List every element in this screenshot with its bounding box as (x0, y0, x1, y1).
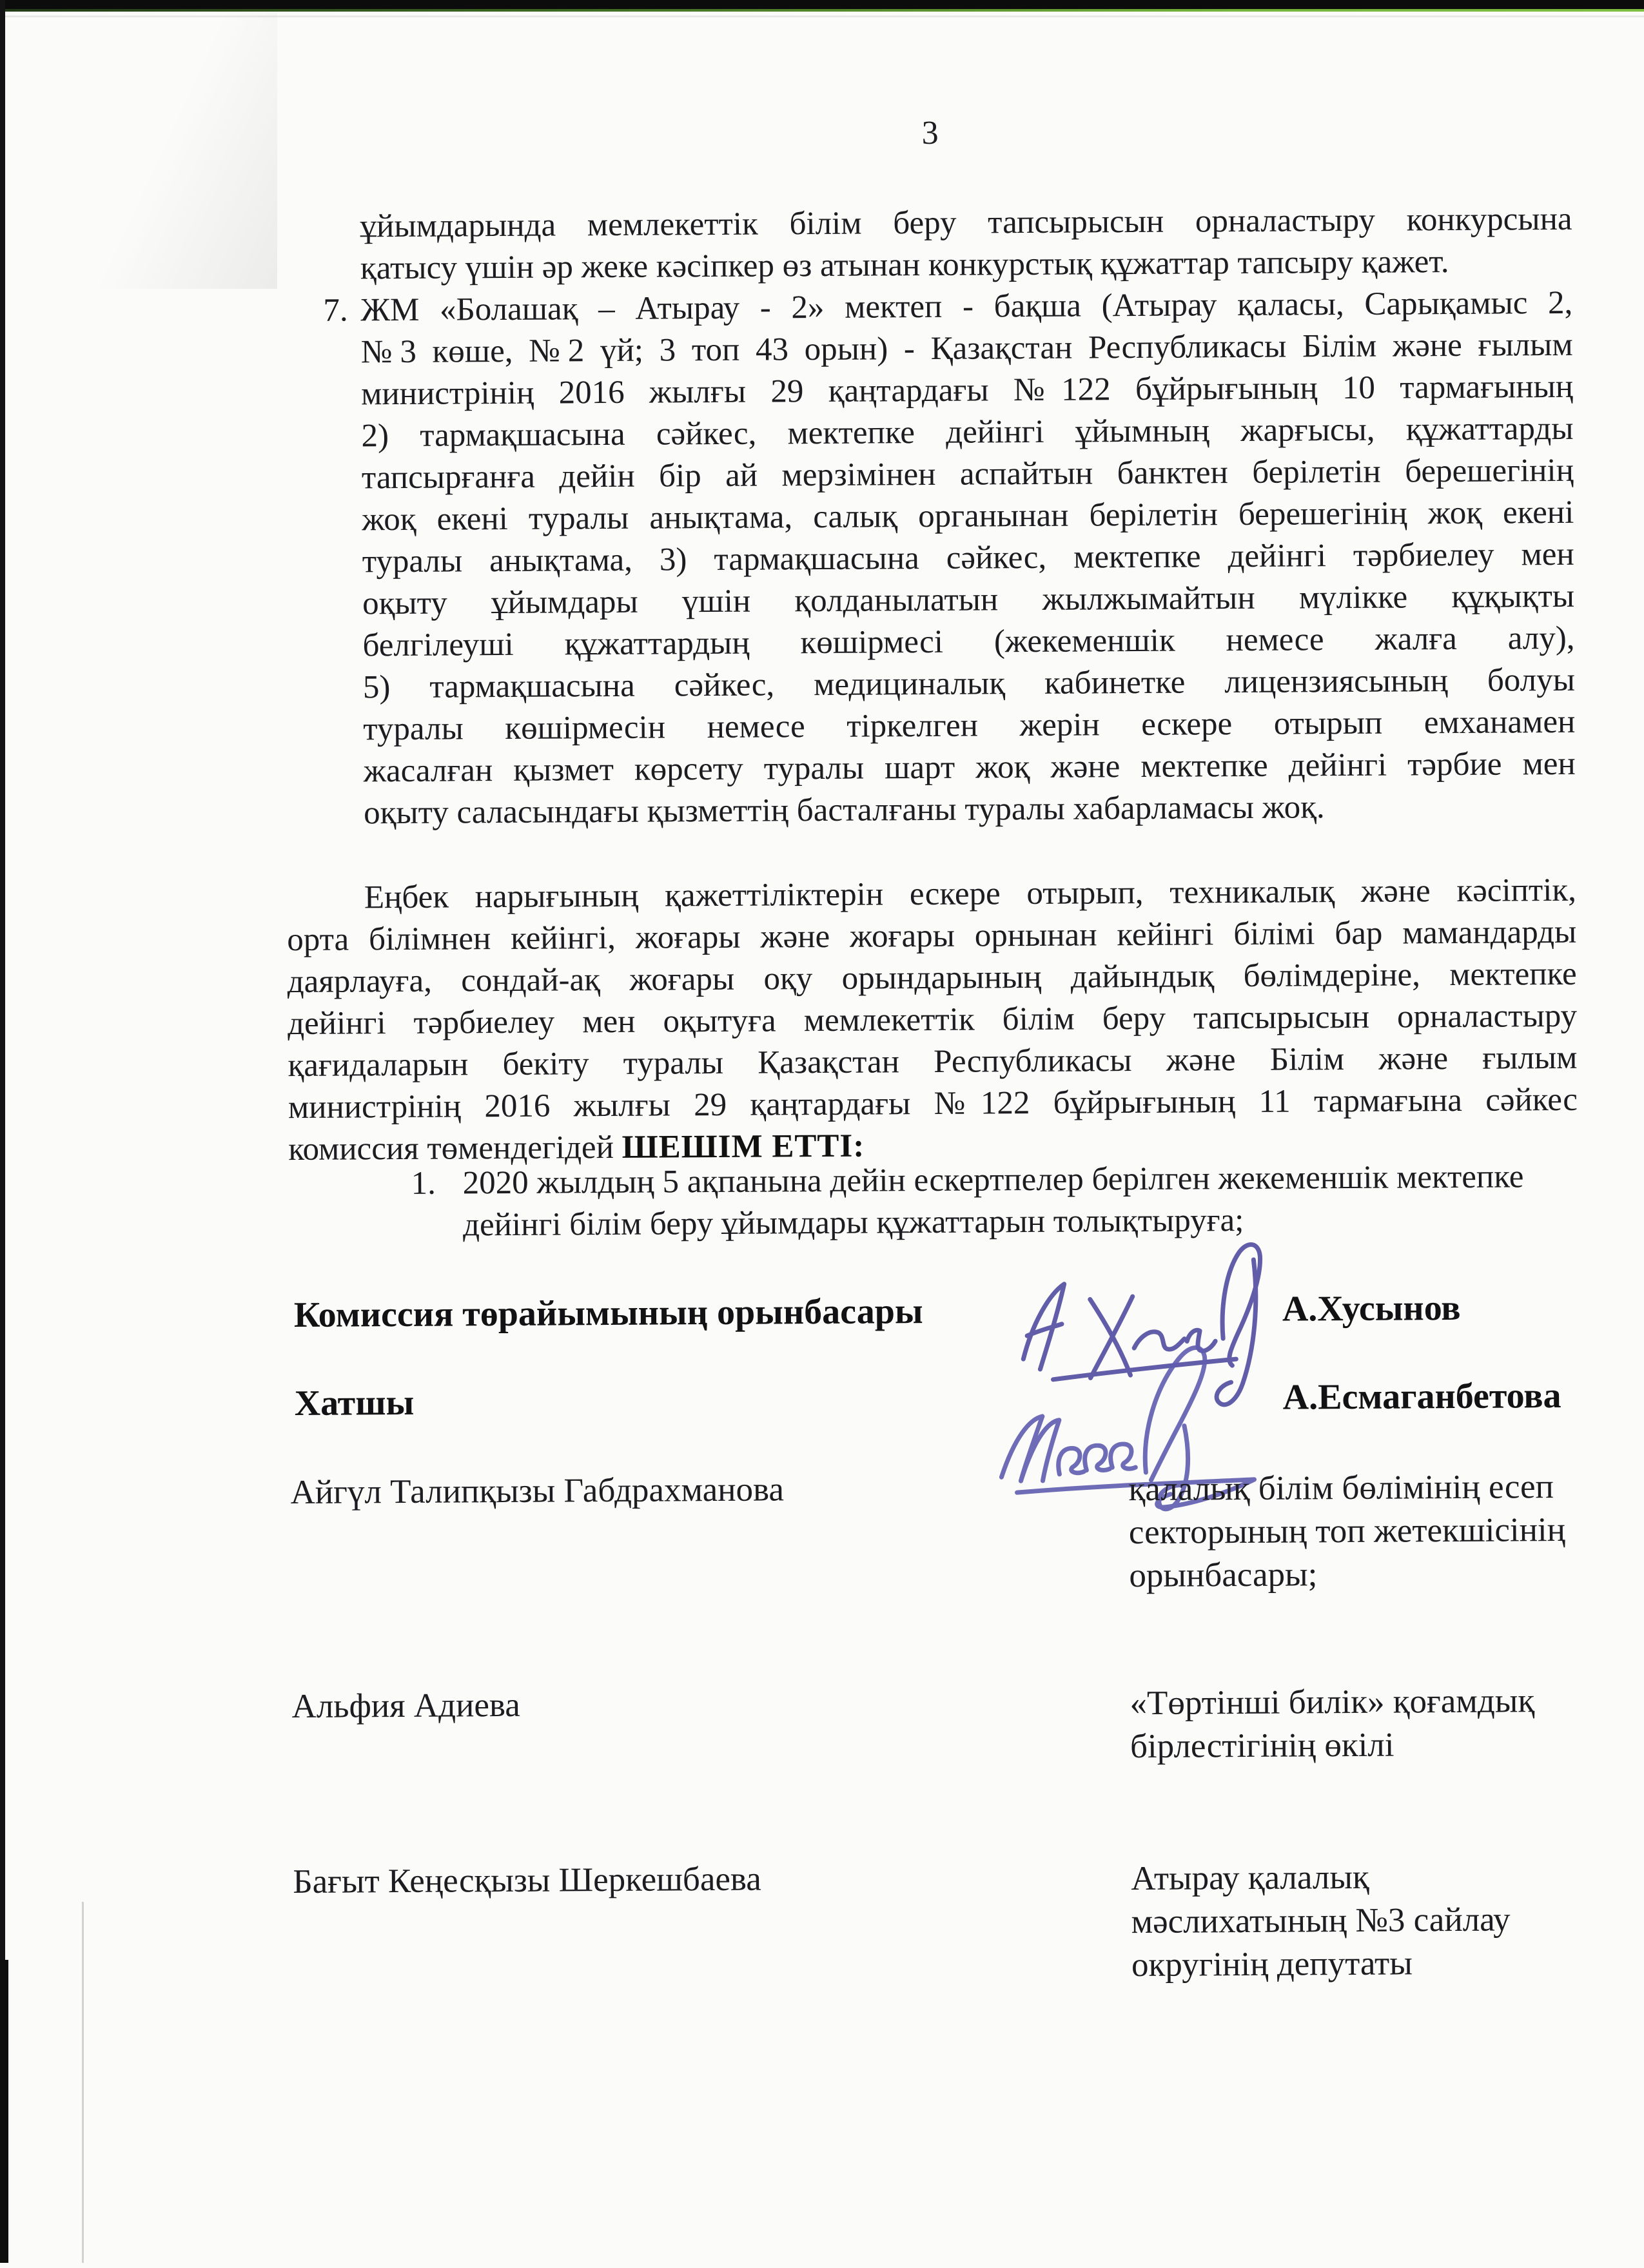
paragraph-lines (360, 282, 1576, 792)
paragraph-line: министрінің 2016 жылғы 29 қаңтардағы №122 бұйрығының 11 тармағына сәйкес (288, 1081, 1578, 1126)
paragraph-line: 2) тармақшасына сәйкес, мектепке дейінгі ұйымның жарғысы, құжаттарды (361, 410, 1574, 455)
paragraph-line: жасалған қызмет көрсету туралы шарт жоқ және мектепке дейінгі тәрбие мен (363, 745, 1576, 790)
paragraph-line: секторының топ жетекшісінің (1128, 1510, 1566, 1552)
paragraph-line: «Төртінші билік» қоғамдық (1130, 1682, 1535, 1723)
paragraph-line: ұйымдарында мемлекеттік білім беру тапсырысын орналастыру конкурсына (360, 200, 1572, 245)
paragraph-line: туралы көшірмесін немесе тіркелген жерін ескере отырып емханамен (363, 703, 1576, 748)
list-number: 7. (323, 292, 348, 329)
paragraph-line: Еңбек нарығының қажеттіліктерін ескере отырып, техникалық және кәсіптік, (364, 872, 1577, 916)
signatory-role-secretary: Хатшы (294, 1382, 415, 1424)
member-name: Бағыт Кеңесқызы Шеркешбаева (293, 1860, 761, 1901)
paragraph-line: оқыту саласындағы қызметтің басталғаны туралы хабарламасы жоқ. (363, 789, 1325, 832)
paragraph-line: Атырау қалалық (1131, 1858, 1369, 1898)
paragraph-item6-continuation (360, 199, 1572, 289)
paragraph-line: оқыту ұйымдары үшін қолданылатын жылжымайтын мүлікке құқықты (362, 578, 1575, 622)
paragraph-lines (287, 912, 1578, 1129)
paragraph-line: ЖМ «Болашақ – Атырау - 2» мектеп - бақша (Атырау қаласы, Сарықамыс 2, (360, 284, 1573, 329)
paragraph-line: бірлестігінің өкілі (1130, 1726, 1394, 1766)
paragraph-line: министрінің 2016 жылғы 29 қаңтардағы №122 бұйрығының 10 тармағының (360, 368, 1574, 413)
paragraph-line: туралы анықтама, 3) тармақшасына сәйкес, мектепке дейінгі тәрбиелеу мен (362, 536, 1574, 580)
paragraph-decision (287, 870, 1578, 1171)
member-position (1131, 1854, 1621, 1987)
paragraph-line: қалалық білім бөлімінің есеп (1128, 1468, 1554, 1509)
paragraph-line: белгілеуші құжаттардың көшірмесі (жекеменшік немесе жалға алу), (362, 620, 1575, 664)
member-row (291, 1679, 1584, 1766)
paragraph-line: дейінгі білім беру ұйымдары құжаттарын толықтыруға; (462, 1202, 1244, 1244)
paragraph-line: округінің депутаты (1131, 1944, 1413, 1984)
signatory-role-deputy-chair: Комиссия төрайымының орынбасары (293, 1291, 923, 1336)
paragraph-line: орынбасары; (1129, 1556, 1318, 1595)
paragraph-line: қағидаларын бекіту туралы Қазақстан Республикасы және Білім және ғылым (288, 1039, 1578, 1084)
decision-lead-text: комиссия төмендегідей (288, 1129, 622, 1168)
paragraph-line: 5) тармақшасына сәйкес, медициналық кабинетке лицензиясының болуы (362, 661, 1576, 706)
paragraph-line: даярлауға, сондай-ақ жоғары оқу орындарының дайындық бөлімдеріне, мектепке (287, 955, 1577, 1001)
paragraph-line: 2020 жылдың 5 ақпанына дейін ескертпелер берілген жекеменшік мектепке (462, 1158, 1524, 1202)
resolution-keyword: ШЕШІМ ЕТТІ: (621, 1128, 865, 1166)
paragraph-line: жоқ екені туралы анықтама, салық органынан берілетін берешегінің жоқ екені (362, 494, 1574, 538)
member-row (293, 1855, 1585, 1984)
signatory-name-yesmaganbetova: А.Есмаганбетова (1282, 1376, 1561, 1418)
paragraph-line: мәслихатының №3 сайлау (1131, 1901, 1511, 1941)
list-item-text (360, 282, 1576, 834)
member-name: Альфия Адиева (291, 1686, 520, 1726)
list-number: 1. (411, 1165, 436, 1202)
paragraph-line: орта білімнен кейінгі, жоғары және жоғары орнынан кейінгі білімі бар мамандарды (287, 914, 1577, 959)
paragraph-line: №3 көше, №2 үй; 3 топ 43 орын) - Қазақстан Республикасы Білім және ғылым (360, 326, 1573, 371)
list-item-resolution-1 (411, 1156, 1578, 1247)
page-number: 3 (921, 114, 939, 152)
list-item-7 (283, 282, 1576, 835)
signatory-name-khusynov: А.Хусынов (1282, 1287, 1461, 1329)
paragraph-line: қатысу үшін әр жеке кәсіпкер өз атынан конкурстық құжаттар тапсыру қажет. (360, 244, 1449, 287)
paragraph-line: дейінгі тәрбиелеу мен оқытуға мемлекеттік білім беру тапсырысын орналастыру (287, 997, 1578, 1042)
member-position (1128, 1465, 1619, 1598)
member-name: Айгүл Талипқызы Габдрахманова (290, 1471, 785, 1512)
member-row (290, 1465, 1583, 1595)
paragraph-line: тапсырғанға дейін бір ай мерзімінен аспайтын банктен берілетін берешегінің (361, 452, 1574, 496)
member-position (1130, 1679, 1620, 1768)
